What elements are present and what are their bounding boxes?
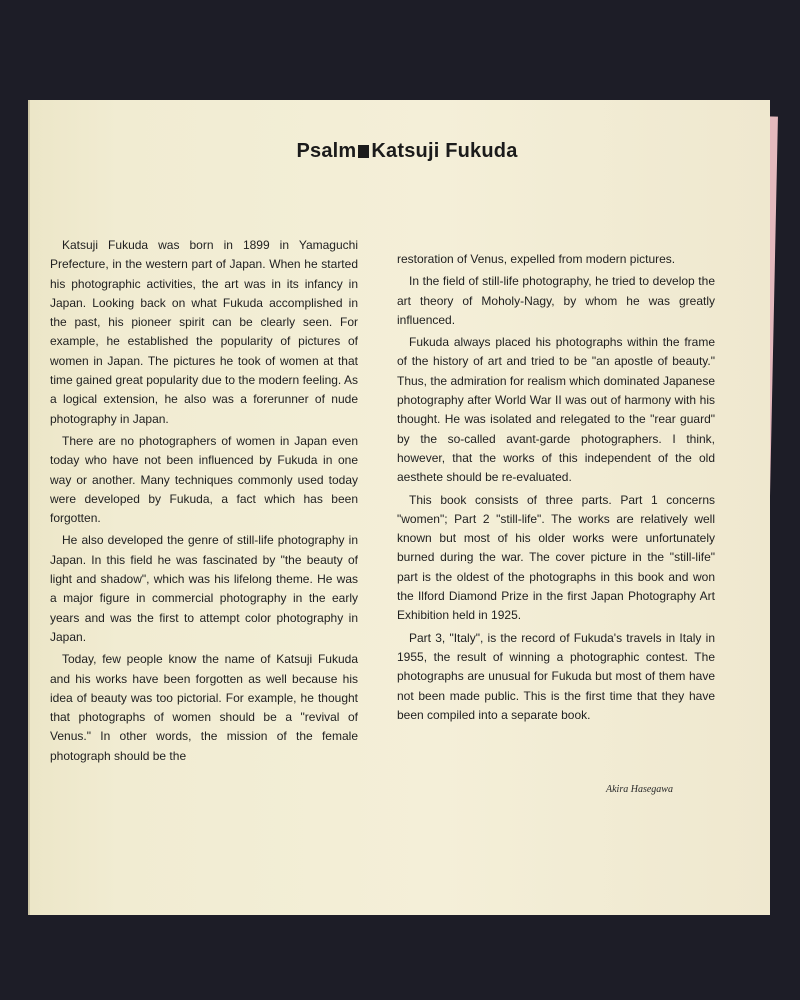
paragraph: Today, few people know the name of Katsuji Fukuda and his works have been forgotten as well because his idea of beauty was too pictorial. For example, he thought that photographs of women should be a "revival of Venus." In other words, the mission of the female photograph should be the bbox=[50, 652, 358, 763]
right-column bbox=[397, 250, 715, 728]
author-signature: Akira Hasegawa bbox=[606, 784, 673, 795]
page-title bbox=[272, 140, 542, 163]
paragraph: There are no photographers of women in Japan even today who have not been influenced by Fukuda in one way or another. Many techniques commonly used today were developed by Fukuda, a fact which has been forgotten. bbox=[50, 433, 358, 526]
book-page bbox=[30, 100, 770, 915]
paragraph: Part 3, "Italy", is the record of Fukuda's travels in Italy in 1955, the result of winning a photographic contest. The photographs are unusual for Fukuda but most of them have not been made public. This is the first time that they have been compiled into a separate book. bbox=[397, 630, 715, 722]
title-part-2: Katsuji Fukuda bbox=[371, 140, 518, 162]
title-square-bullet bbox=[358, 145, 369, 158]
paragraph: This book consists of three parts. Part 1 concerns "women"; Part 2 "still-life". The works are relatively well known but most of his older works were unfortunately burned during the war. The cover picture in the "still-life" part is the oldest of the photographs in this book and won the Ilford Diamond Prize in the first Japan Photography Art Exhibition held in 1925. bbox=[397, 492, 715, 623]
paragraph: He also developed the genre of still-life photography in Japan. In this field he was fascinated by "the beauty of light and shadow", which was his lifelong theme. He was a major figure in commercial photography in the early years and was the first to attempt color photography in Japan. bbox=[50, 533, 358, 644]
paragraph: In the field of still-life photography, he tried to develop the art theory of Moholy-Nagy, by whom he was greatly influenced. bbox=[397, 274, 715, 327]
left-column bbox=[50, 236, 358, 769]
paragraph: Fukuda always placed his photographs within the frame of the history of art and tried to be "an apostle of beauty." Thus, the admiration for realism which dominated Japanese photography after World War II was out of harmony with his thought. He was isolated and relegated to the "rear guard" by the so-called avant-garde photographers. I think, however, that the works of this independent of the old aesthete should be re-evaluated. bbox=[397, 335, 715, 485]
title-part-1: Psalm bbox=[296, 140, 357, 162]
paragraph: restoration of Venus, expelled from modern pictures. bbox=[397, 252, 676, 266]
paragraph: Katsuji Fukuda was born in 1899 in Yamaguchi Prefecture, in the western part of Japan. When he started his photographic activities, the art was in its infancy in Japan. Looking back on what Fukuda accomplished in the past, his pioneer spirit can be clearly seen. For example, he established the popularity of pictures of women in Japan. The pictures he took of women at that time gained great popularity due to the modern feeling. As a logical extension, he also was a forerunner of nude photography in Japan. bbox=[50, 238, 358, 426]
